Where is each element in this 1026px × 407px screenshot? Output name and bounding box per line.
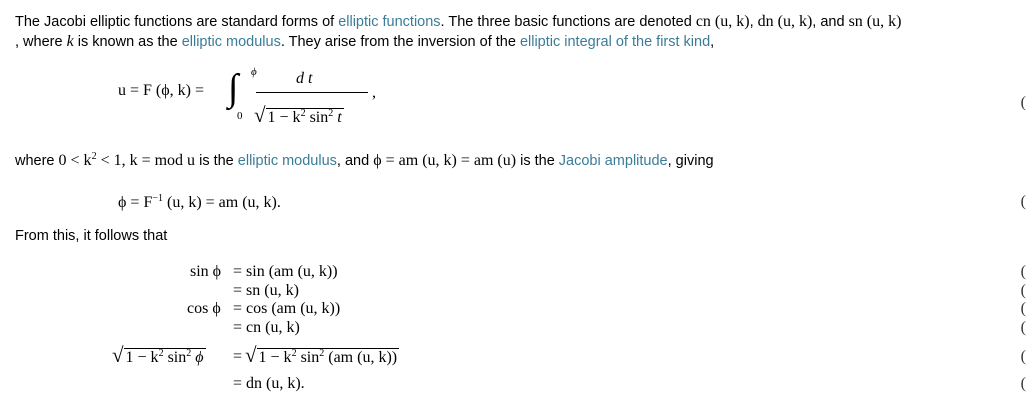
math-part: < 1, k = mod u [96, 152, 196, 169]
eq-number-marker: ( [1020, 300, 1026, 317]
fraction-numerator: d t [296, 70, 313, 87]
radicand-part: 1 − k [258, 349, 292, 366]
eq3-row4-rhs: = cn (u, k) [233, 319, 300, 336]
radicand-part: ϕ [191, 349, 204, 366]
eq-number-marker: ( [1020, 282, 1026, 299]
math-k: k [66, 33, 74, 50]
eq-number-marker: ( [1020, 263, 1026, 280]
intro-text: , where [15, 34, 67, 50]
eq-number-marker: ( [1020, 348, 1026, 365]
intro-sep: , [749, 14, 758, 30]
fraction-denominator [254, 103, 344, 128]
eq3-row5-lhs [112, 343, 206, 368]
intro-text: , [710, 34, 715, 50]
where-text: , giving [667, 153, 714, 169]
integral-lower-limit: 0 [237, 110, 243, 122]
intro-line-1 [15, 13, 901, 31]
exponent: 2 [328, 108, 334, 119]
exponent: 2 [158, 348, 164, 359]
math-sn: sn (u, k) [848, 13, 902, 30]
fraction-bar [256, 92, 368, 93]
math-phi-am: ϕ = am (u, k) = am (u) [373, 152, 517, 169]
radicand [257, 348, 400, 366]
link-elliptic-modulus-2[interactable]: elliptic modulus [237, 153, 337, 169]
radicand-part: (am (u, k)) [324, 349, 398, 366]
link-jacobi-amplitude[interactable]: Jacobi amplitude [558, 153, 668, 169]
equation-1-comma: , [372, 84, 376, 101]
exponent: 2 [186, 348, 192, 359]
radicand [124, 348, 206, 366]
link-elliptic-modulus[interactable]: elliptic modulus [181, 34, 281, 50]
intro-text: . The three basic functions are denoted [440, 14, 696, 30]
intro-text: . They arise from the inversion of the [280, 34, 520, 50]
exponent: 2 [91, 151, 97, 162]
link-elliptic-functions[interactable]: elliptic functions [338, 14, 441, 30]
math-part: ϕ = F [118, 194, 153, 211]
sqrt-sign: √ [254, 103, 266, 127]
math-modulus-ineq [59, 152, 196, 169]
radicand-part: 1 − k [125, 349, 159, 366]
intro-text: The Jacobi elliptic functions are standard forms of [15, 14, 339, 30]
eq-number-marker: ( [1020, 375, 1026, 392]
radicand [266, 108, 344, 126]
eq3-row2-rhs: = sn (u, k) [233, 282, 299, 299]
math-part: (u, k) = am (u, k). [162, 194, 281, 211]
eq3-row3-rhs: = cos (am (u, k)) [233, 300, 341, 317]
eq-number-marker: ( [1020, 319, 1026, 336]
exponent: 2 [291, 348, 297, 359]
radicand-part: t [333, 109, 342, 126]
intro-line-2 [15, 33, 714, 51]
equation-1-lhs: u = F (ϕ, k) = [118, 82, 205, 99]
radicand-part: sin [305, 109, 329, 126]
radicand-part: sin [296, 349, 320, 366]
eq-number-marker: ( [1020, 94, 1026, 111]
exponent: 2 [319, 348, 325, 359]
where-text: where [15, 153, 59, 169]
eq3-row5-equals: = [233, 348, 243, 365]
where-text: , and [336, 153, 374, 169]
sqrt-sign: √ [245, 343, 257, 367]
where-line [15, 151, 714, 170]
intro-sep: , and [812, 14, 849, 30]
link-elliptic-integral-first-kind[interactable]: elliptic integral of the first kind [519, 34, 711, 50]
eq3-row6-rhs: = dn (u, k). [233, 375, 305, 392]
follows-text: From this, it follows that [15, 228, 168, 244]
exponent: 2 [300, 108, 306, 119]
sqrt-sign: √ [112, 343, 124, 367]
eq3-row5-rhs [245, 343, 399, 368]
eq-number-marker: ( [1020, 193, 1026, 210]
eq3-row1-lhs: sin ϕ [190, 263, 222, 280]
math-part: 0 < k [58, 152, 92, 169]
eq3-row3-lhs: cos ϕ [187, 300, 221, 317]
radicand-part: sin [163, 349, 187, 366]
equation-2 [118, 193, 281, 212]
exponent: −1 [152, 193, 163, 204]
where-text: is the [195, 153, 238, 169]
where-text: is the [516, 153, 559, 169]
math-cn: cn (u, k) [695, 13, 750, 30]
integral-sign: ∫ [228, 67, 239, 109]
intro-text: is known as the [73, 34, 182, 50]
eq3-row1-rhs: = sin (am (u, k)) [233, 263, 338, 280]
radicand-part: 1 − k [267, 109, 301, 126]
integral-upper-limit: ϕ [251, 66, 257, 78]
math-dn: dn (u, k) [757, 13, 813, 30]
